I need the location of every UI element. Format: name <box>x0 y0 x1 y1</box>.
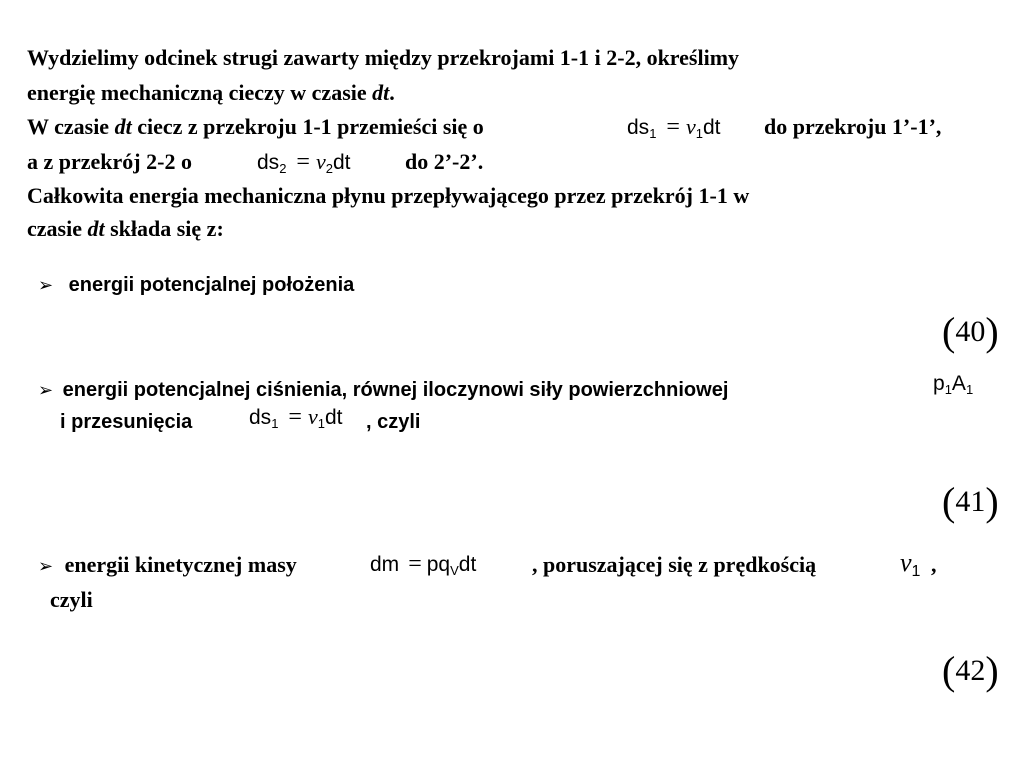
intro-line-1: Wydzielimy odcinek strugi zawarty między przekrojami 1-1 i 2-2, określimy <box>27 45 740 70</box>
intro-line-6: czasie dt składa się z: <box>27 216 224 241</box>
bullet-3-czyli: czyli <box>50 587 93 612</box>
bullet-kinetic: ➢ energii kinetycznej masy <box>38 552 297 577</box>
formula-ds2-inline: $ds_2 = \nu_2dt$ <box>257 149 351 176</box>
bullet-3-mid: , poruszającej się z prędkością <box>532 552 817 577</box>
intro-line-5: Całkowita energia mechaniczna płynu przepływającego przez przekrój 1-1 w <box>27 183 750 208</box>
bullet-potential-position: ➢ energii potencjalnej położenia <box>38 274 355 296</box>
intro-line-4: a z przekrój 2-2 o <box>27 149 192 174</box>
intro-line-2: energię mechaniczną cieczy w czasie dt. <box>27 80 395 105</box>
bullet-potential-pressure: ➢ energii potencjalnej ciśnienia, równej iloczynowi siły powierzchniowej <box>38 379 729 401</box>
bullet-3-comma: , <box>931 552 937 577</box>
bullet-2-line-2: i przesunięcia <box>60 411 193 433</box>
formula-p1A1: $p_1A_1$ <box>933 372 974 397</box>
arrow-bullet-icon: ➢ <box>38 275 54 296</box>
arrow-bullet-icon: ➢ <box>38 380 54 401</box>
intro-line-3: W czasie dt ciecz z przekroju 1-1 przemieści się o <box>27 114 484 139</box>
intro-line-3-tail: do przekroju 1’-1’, <box>764 114 942 139</box>
equation-number-41: (41) <box>942 479 999 524</box>
equation-number-42: (42) <box>942 648 999 693</box>
formula-ds1-inline: $ds_1 = \nu_1dt$ <box>627 114 721 141</box>
formula-dm: dm = $pq_Vdt$ <box>370 551 477 578</box>
arrow-bullet-icon: ➢ <box>38 556 54 577</box>
equation-number-40: (40) <box>942 309 999 354</box>
bullet-2-czyli: , czyli <box>366 411 421 433</box>
formula-v1: ν1 <box>900 548 921 580</box>
formula-ds1-bullet: $ds_1 = \nu_1dt$ <box>249 404 343 431</box>
intro-line-4-tail: do 2’-2’. <box>405 149 484 174</box>
